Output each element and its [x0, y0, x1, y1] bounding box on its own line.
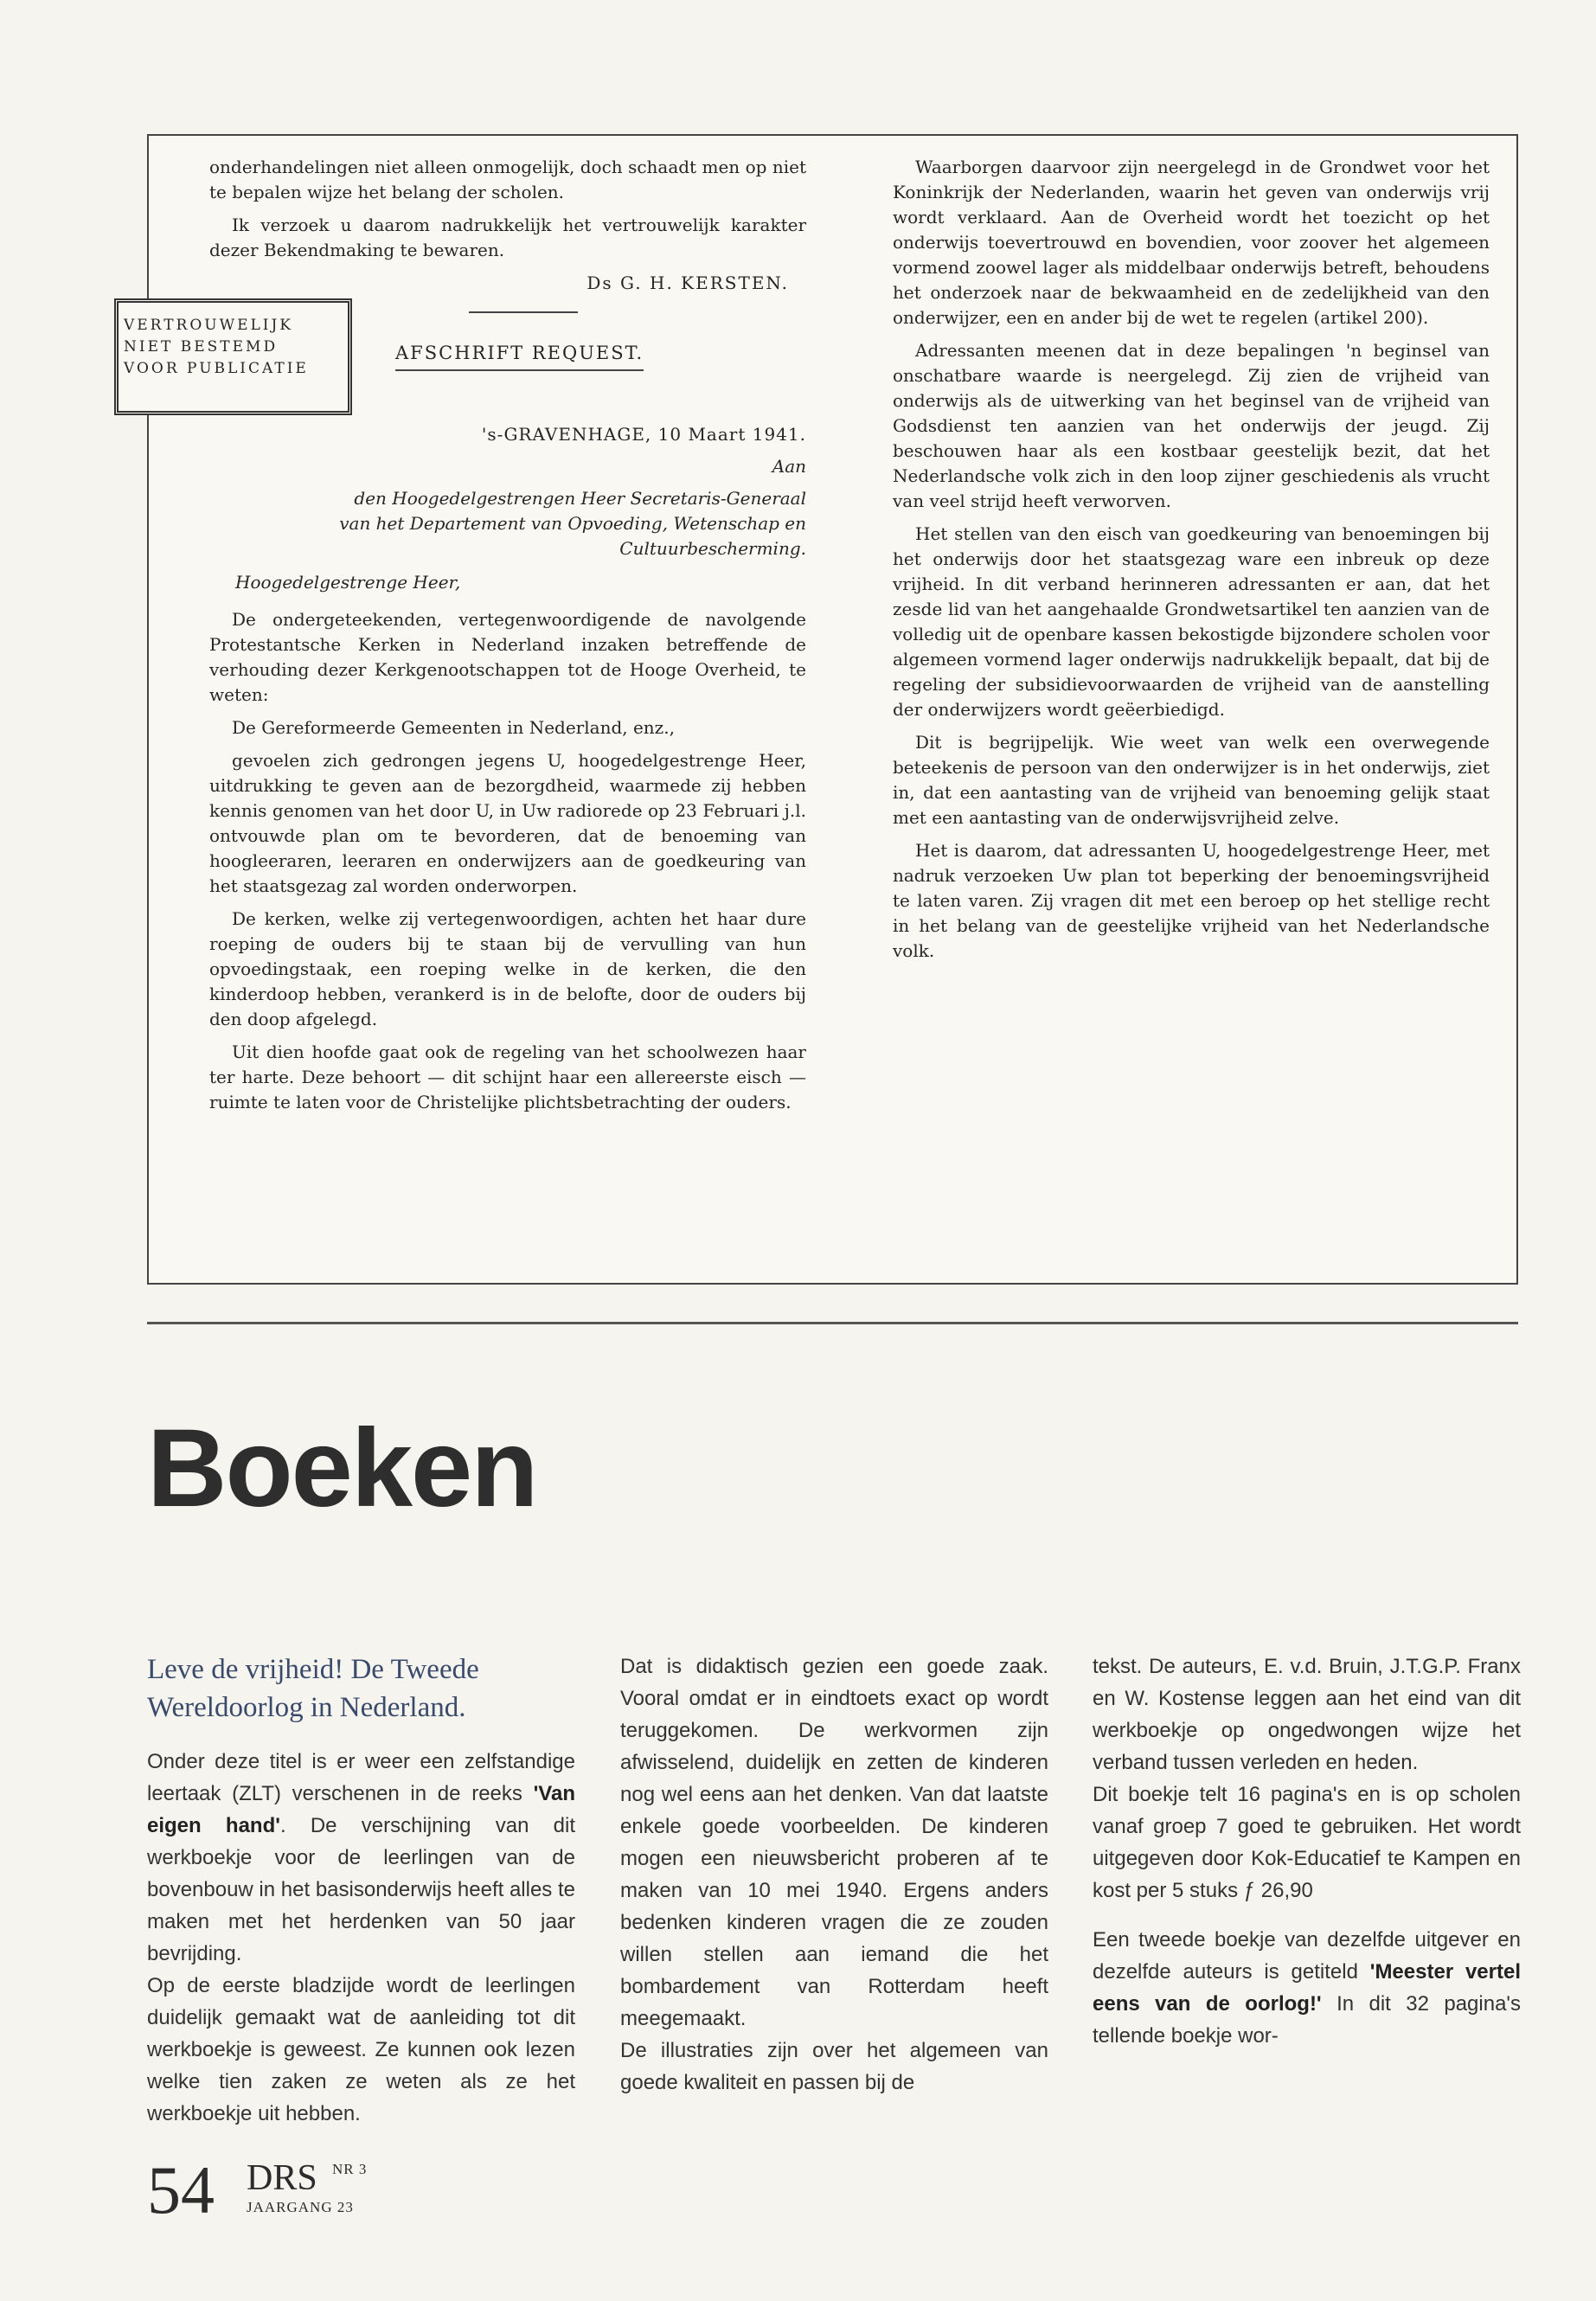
document-paragraph: Het stellen van den eisch van goedkeuring van benoemingen bij het onderwijs door het staatsgezag ware een inbreuk op deze vrijheid. In dit verband herinneren adressanten er aan, dat het zesde lid van het aangehaalde Grondwetsartikel ten aanzien van de volledig uit de openbare kassen bekostigde bijzondere scholen voor algemeen vormend lager onderwijs nadrukkelijk bepaalt, dat bij de regeling der subsidievoorwaarden de vrijheid van de aanstelling der onderwijzers wordt geëerbiedigd. — [893, 523, 1490, 720]
stamp-line: VOOR PUBLICATIE — [124, 360, 309, 377]
document-paragraph: onderhandelingen niet alleen onmogelijk, doch schaadt men op niet te bepalen wijze het belang der scholen. — [209, 157, 806, 202]
review-text: Een tweede boekje van dezelfde uitgever en dezelfde auteurs is getiteld — [1093, 1928, 1521, 1984]
review-text: . De verschijning van dit werkboekje voor de leerlingen van de bovenbouw in het basisonderwijs heeft alles te maken met het herdenken van 50 jaar bevrijding. — [147, 1814, 575, 1965]
review-paragraph: Op de eerste bladzijde wordt de leerlingen duidelijk gemaakt wat de aanleiding tot dit werkboekje is geweest. Ze kunnen ook lezen welke tien zaken ze weten als ze het werkboekje uit hebben. — [147, 1974, 575, 2125]
document-salutation: Hoogedelgestrenge Heer, — [235, 572, 461, 593]
document-paragraph: De kerken, welke zij vertegenwoordigen, achten het haar dure roeping de ouders bij te staan bij de vervulling van hun opvoedingstaak, een roeping welke in de kerken, die den kinderdoop hebben, verankerd is in de belofte, door de ouders bij den doop afgelegd. — [209, 908, 806, 1029]
volume-number: JAARGANG 23 — [247, 2199, 354, 2215]
confidential-stamp — [114, 298, 352, 415]
document-right-column — [893, 155, 1490, 971]
page-number: 54 — [147, 2152, 215, 2227]
series-name: 'Van eigen hand' — [147, 1782, 575, 1837]
archival-document — [124, 134, 1518, 1285]
review-text: Onder deze titel is er weer een zelfstandige leertaak (ZLT) verschenen in de reeks — [147, 1750, 575, 1805]
document-addressee: den Hoogedelgestrengen Heer Secretaris-Generaal van het Departement van Opvoeding, Wetenschap en Cultuurbescherming. — [339, 488, 806, 559]
document-left-column — [124, 155, 806, 1123]
document-paragraph: Uit dien hoofde gaat ook de regeling van het schoolwezen haar ter harte. Deze behoort — dit schijnt haar een allereerste eisch — ruimte te laten voor de Christelijke plichtsbetrachting der ouders. — [209, 1042, 806, 1112]
review-text: In dit 32 pagina's tellende boekje wor- — [1093, 1992, 1522, 2048]
book-title: 'Meester vertel eens van de oorlog!' — [1093, 1960, 1522, 2016]
stamp-row — [124, 317, 806, 407]
document-divider — [469, 311, 578, 313]
document-paragraph: De ondergeteekenden, vertegenwoordigende de navolgende Protestantsche Kerken in Nederland inzaken betreffende de verhouding dezer Kerkgenootschappen tot de Hooge Overheid, te weten: — [209, 609, 806, 705]
magazine-name: DRS — [247, 2158, 317, 2198]
review-paragraph — [147, 1746, 575, 1970]
section-divider — [147, 1322, 1518, 1324]
review-paragraph: De illustraties zijn over het algemeen van goede kwaliteit en passen bij de — [620, 2039, 1048, 2094]
document-addressee-label: Aan — [772, 456, 806, 477]
document-paragraph: gevoelen zich gedrongen jegens U, hoogedelgestrenge Heer, uitdrukking te geven aan de bezorgdheid, waarmede zij hebben kennis genomen van het door U, in Uw radiorede op 23 Februari j.l. ontvouwde plan om te bevorderen, dat de benoeming van hoogleeraren, leeraren en onderwijzers aan de goedkeuring van het staatsgezag zal worden onderworpen. — [209, 750, 806, 896]
review-column-3 — [1093, 1650, 1521, 2052]
stamp-line: VERTROUWELIJK — [124, 317, 293, 334]
document-paragraph: Adressanten meenen dat in deze bepalingen 'n beginsel van onschatbare waarde is neergelegd. Zij zien de vrijheid van onderwijs als de uitwerking van het beginsel van de vrijheid van Godsdienst ten aanzien van het onderwijs der jeugd. Zij beschouwen haar als een kostbaar geestelijk bezit, dat het Nederlandsche volk zich in den loop zijner geschiedenis als vrucht van veel strijd heeft verworven. — [893, 340, 1490, 511]
document-paragraph: Het is daarom, dat adressanten U, hoogedelgestrenge Heer, met nadruk verzoeken Uw plan tot beperking der benoemingsvrijheid te laten varen. Zij vragen dit met een beroep op het stellige recht in het belang van de geestelijke vrijheid van het Nederlandsche volk. — [893, 840, 1490, 961]
document-place-date: 's-GRAVENHAGE, 10 Maart 1941. — [481, 424, 806, 445]
document-paragraph: Ik verzoek u daarom nadrukkelijk het vertrouwelijk karakter dezer Bekendmaking te bewaren. — [209, 215, 806, 260]
review-paragraph: Dat is didaktisch gezien een goede zaak. Vooral omdat er in eindtoets exact op wordt teruggekomen. De werkvormen zijn afwisselend, duidelijk en zetten de kinderen nog wel eens aan het denken. Van dat laatste enkele goede voorbeelden. De kinderen mogen een nieuwsbericht proberen af te maken van 10 mei 1940. Ergens anders bedenken kinderen vragen die ze zouden willen stellen aan iemand die het bombardement van Rotterdam heeft meegemaakt. — [620, 1655, 1048, 2030]
request-title: AFSCHRIFT REQUEST. — [395, 341, 644, 371]
review-paragraph: tekst. De auteurs, E. v.d. Bruin, J.T.G.P. Franx en W. Kostense leggen aan het eind van dit werkboekje op ongedwongen wijze het verband tussen verleden en heden. — [1093, 1655, 1521, 1774]
review-column-1 — [147, 1650, 575, 2130]
section-title: Boeken — [147, 1407, 537, 1530]
issue-number: NR 3 — [332, 2161, 368, 2177]
review-paragraph: Dit boekje telt 16 pagina's en is op scholen vanaf groep 7 goed te gebruiken. Het wordt uitgegeven door Kok-Educatief te Kampen en kost per 5 stuks ƒ 26,90 — [1093, 1783, 1521, 1902]
document-signature: Ds G. H. KERSTEN. — [586, 272, 789, 293]
document-paragraph: Dit is begrijpelijk. Wie weet van welk een overwegende beteekenis de persoon van den onderwijzer is in het onderwijs, ziet in, dat een aantasting van de vrijheid van benoeming gelijk staat met een aantasting van de onderwijsvrijheid zelve. — [893, 732, 1490, 828]
review-column-2 — [620, 1650, 1048, 2099]
document-paragraph: Waarborgen daarvoor zijn neergelegd in de Grondwet voor het Koninkrijk der Nederlanden, waarin het geven van onderwijs vrij wordt verklaard. Aan de Overheid wordt het toezicht op het onderwijs toevertrouwd en bovendien, voor zoover het algemeen vormend zoowel lager als middelbaar onderwijs betreft, behoudens het onderzoek naar de bekwaamheid en de zedelijkheid van den onderwijzer, een en ander bij de wet te regelen (artikel 200). — [893, 157, 1490, 328]
review-title: Leve de vrijheid! De Tweede Wereldoorlog in Nederland. — [147, 1654, 479, 1723]
review-paragraph — [1093, 1924, 1521, 2052]
stamp-line: NIET BESTEMD — [124, 338, 279, 356]
document-paragraph: De Gereformeerde Gemeenten in Nederland, enz., — [232, 717, 675, 738]
